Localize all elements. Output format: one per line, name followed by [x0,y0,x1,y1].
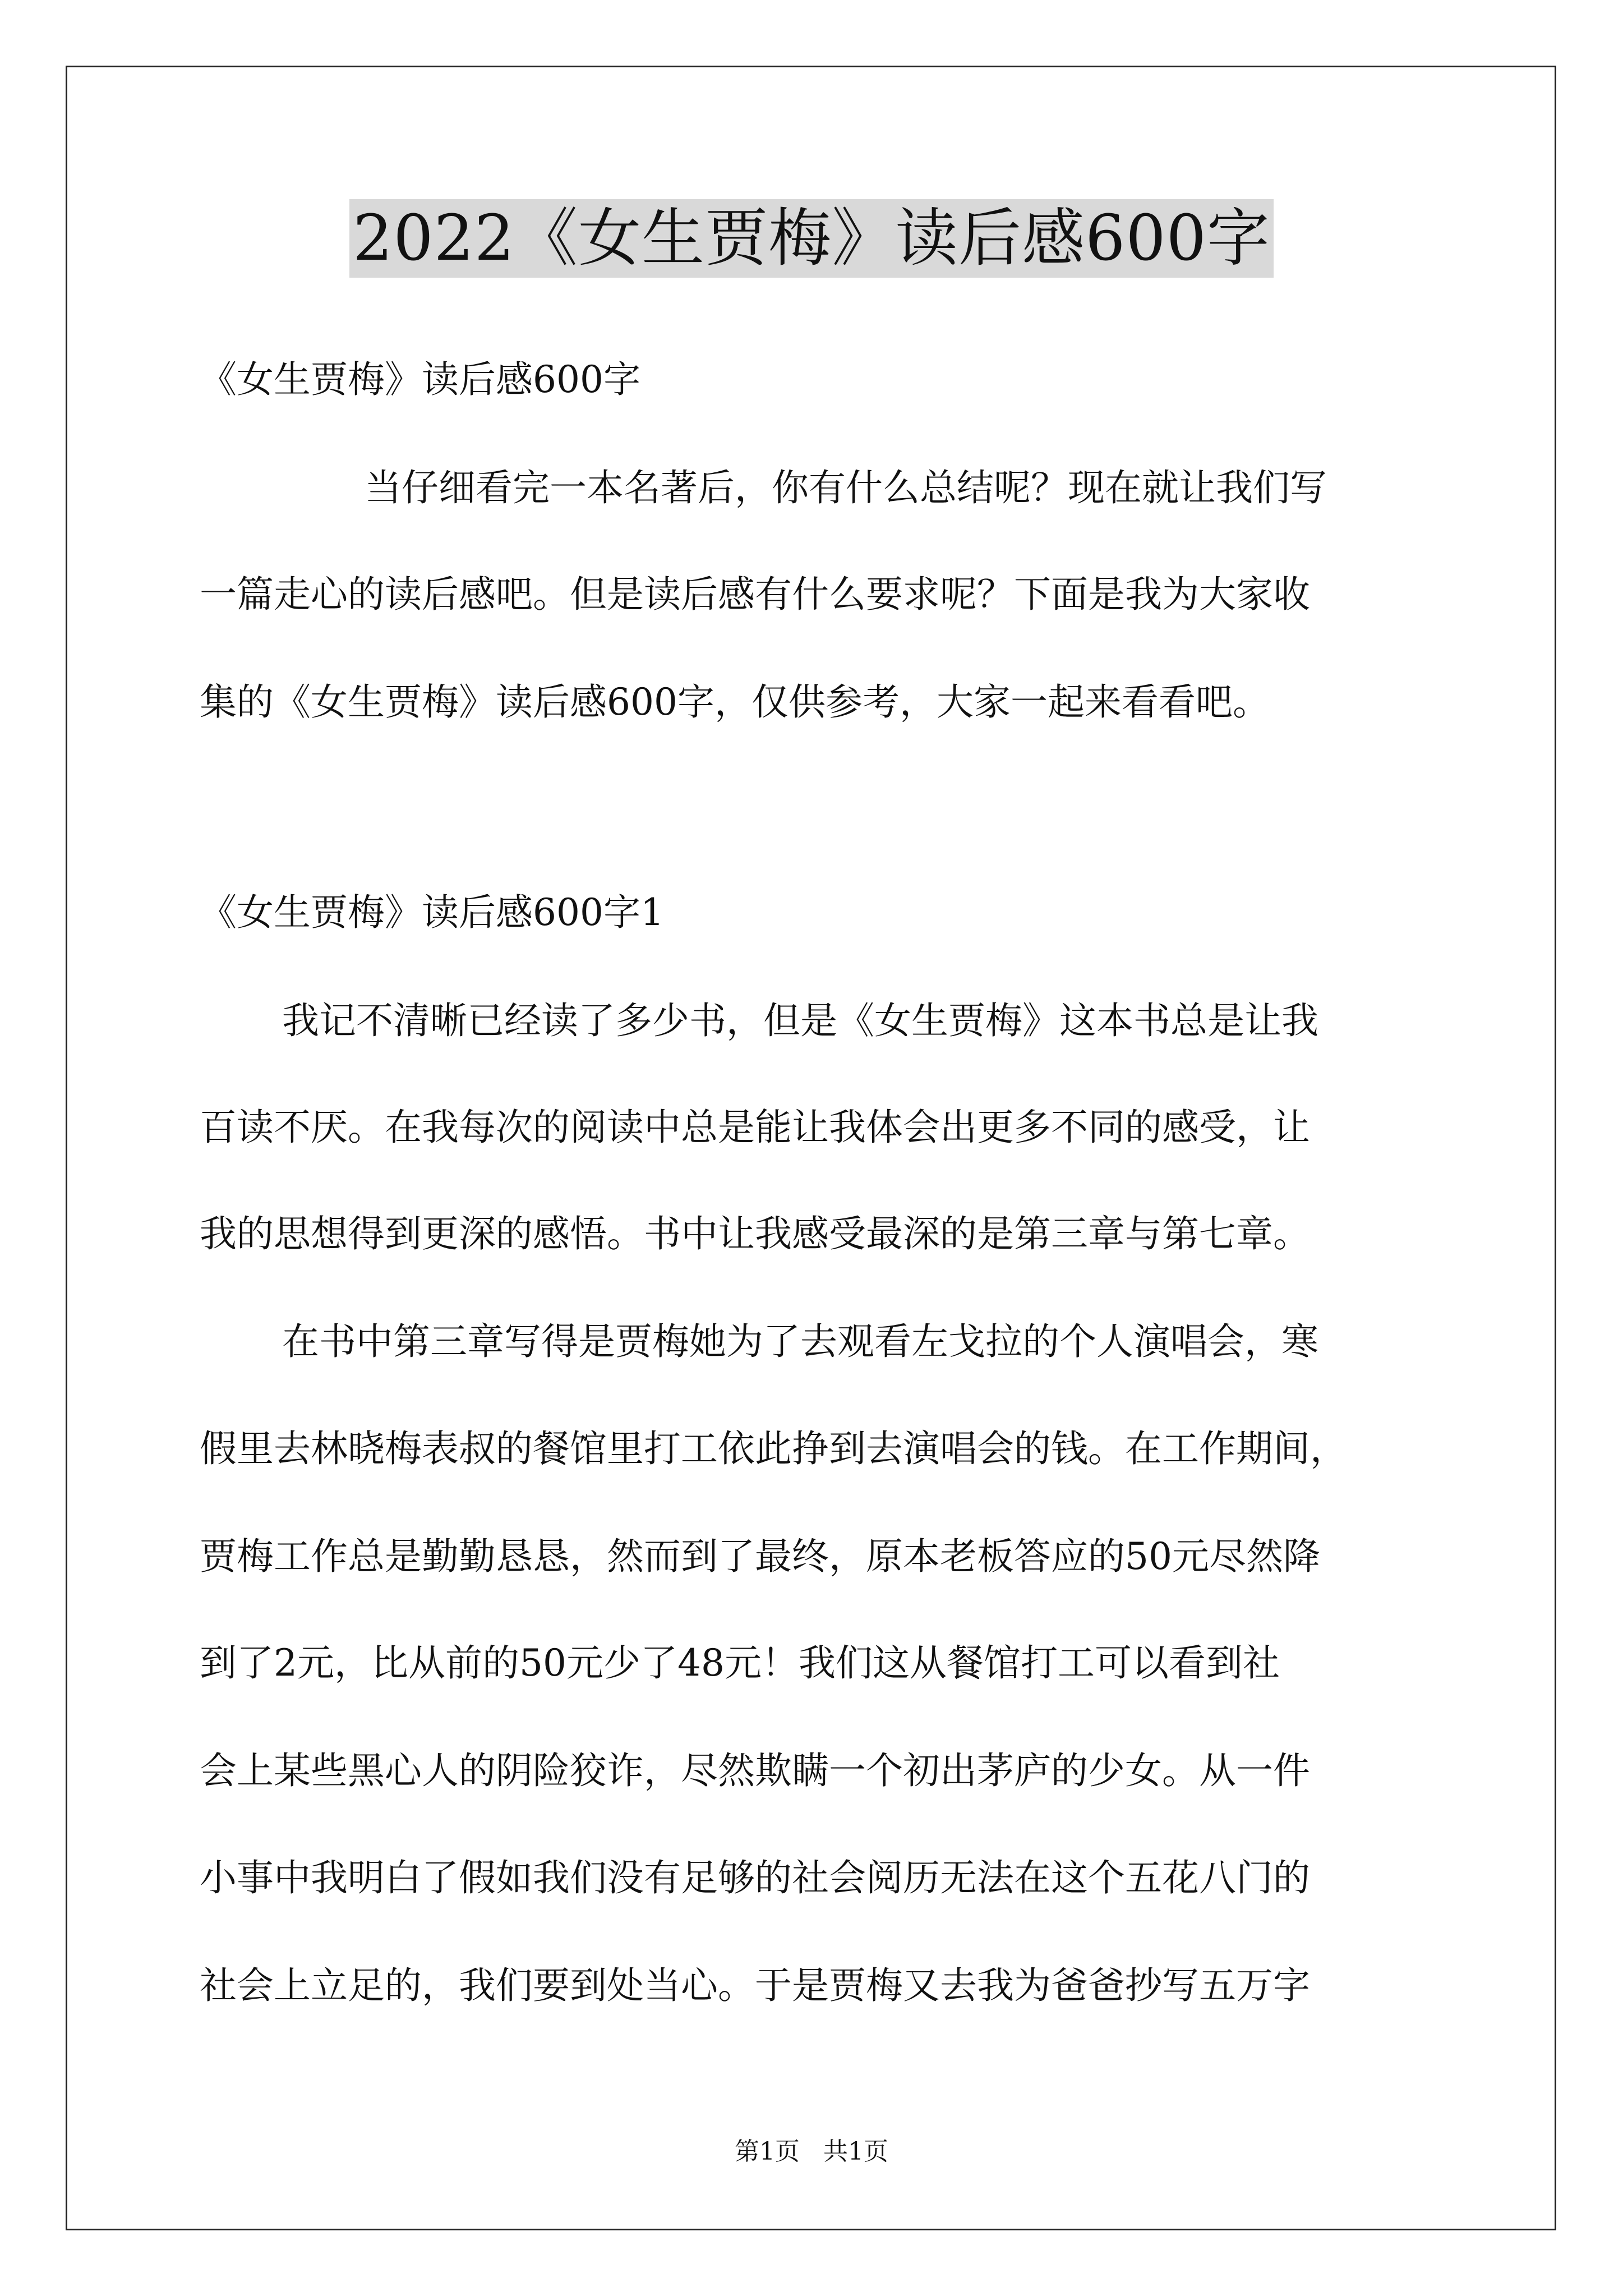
paragraph-line: 假里去林晓梅表叔的餐馆里打工依此挣到去演唱会的钱。在工作期间， [200,1427,1347,1470]
document-title: 2022《女生贾梅》读后感600字 [349,199,1274,278]
paragraph-line: 我记不清晰已经读了多少书，但是《女生贾梅》这本书总是让我 [282,999,1318,1042]
paragraph-line: 在书中第三章写得是贾梅她为了去观看左戈拉的个人演唱会，寒 [282,1320,1318,1363]
section-heading-1: 《女生贾梅》读后感600字1 [200,891,664,934]
paragraph-line: 贾梅工作总是勤勤恳恳，然而到了最终，原本老板答应的50元尽然降 [200,1535,1320,1578]
paragraph-line: 到了2元，比从前的50元少了48元！我们这从餐馆打工可以看到社 [200,1641,1280,1685]
title-wrap [0,199,1623,278]
paragraph-line: 集的《女生贾梅》读后感600字，仅供参考，大家一起来看看吧。 [200,680,1270,724]
paragraph-line: 小事中我明白了假如我们没有足够的社会阅历无法在这个五花八门的 [200,1856,1310,1899]
paragraph-line: 会上某些黑心人的阴险狡诈，尽然欺瞒一个初出茅庐的少女。从一件 [200,1749,1310,1792]
paragraph-line: 社会上立足的，我们要到处当心。于是贾梅又去我为爸爸抄写五万字 [200,1964,1310,2007]
page-footer: 第1页 共1页 [735,2137,888,2166]
paragraph-line: 一篇走心的读后感吧。但是读后感有什么要求呢？下面是我为大家收 [200,573,1310,616]
paragraph-line: 当仔细看完一本名著后，你有什么总结呢？现在就让我们写 [365,466,1327,509]
section-heading-intro: 《女生贾梅》读后感600字 [200,358,640,401]
paragraph-line: 我的思想得到更深的感悟。书中让我感受最深的是第三章与第七章。 [200,1212,1310,1255]
paragraph-line: 百读不厌。在我每次的阅读中总是能让我体会出更多不同的感受，让 [200,1106,1310,1149]
